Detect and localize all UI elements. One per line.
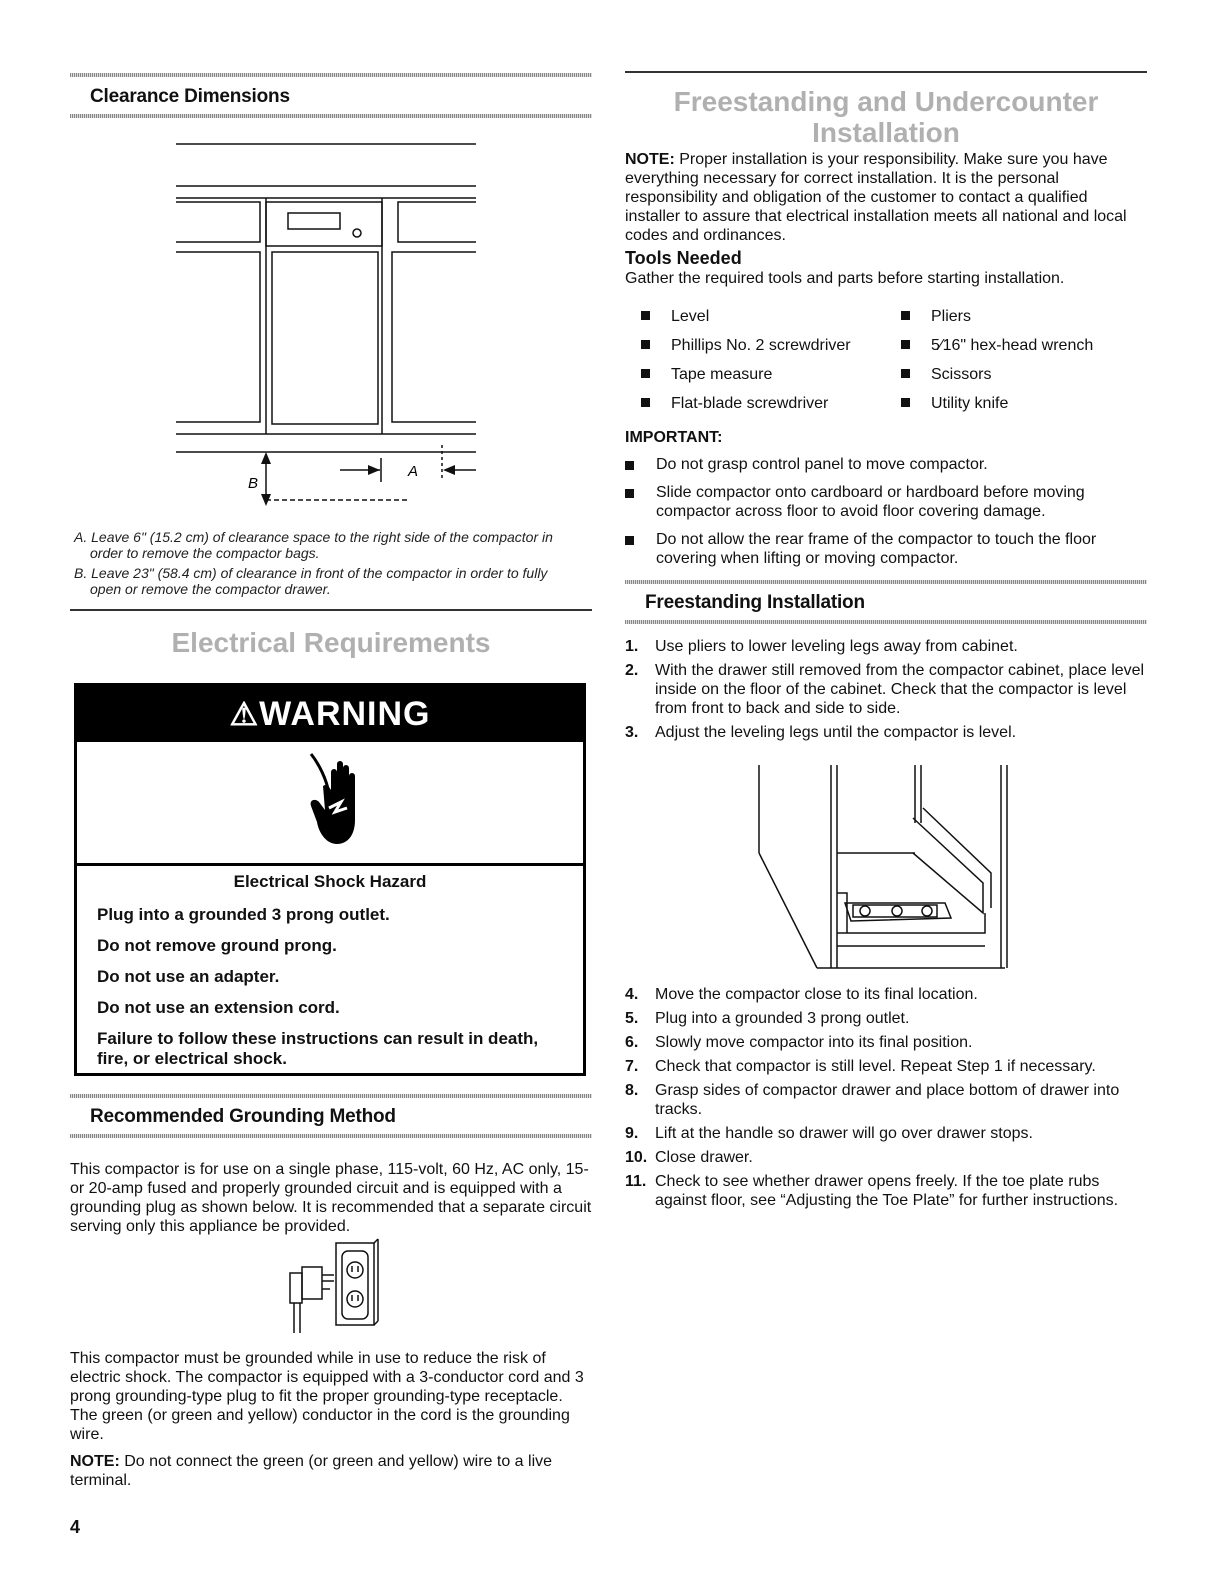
caption-b: B. Leave 23" (58.4 cm) of clearance in front of the compactor in order to fully open or remove the compactor drawer.	[74, 565, 548, 597]
caption-a: A. Leave 6" (15.2 cm) of clearance space to the right side of the compactor in order to remove the compactor bags.	[74, 529, 553, 561]
tool-item: Pliers	[901, 308, 1151, 326]
freestanding-title: Freestanding Installation	[645, 592, 865, 613]
tool-item: Phillips No. 2 screwdriver	[641, 337, 901, 355]
freestanding-heading	[625, 580, 1147, 624]
step-item: 10. Close drawer.	[625, 1149, 753, 1166]
warning-header	[77, 686, 583, 742]
tools-list	[641, 308, 1151, 413]
warning-line: Do not remove ground prong.	[97, 936, 337, 955]
step-item: 4. Move the compactor close to its final location.	[625, 986, 978, 1003]
clearance-captions	[74, 529, 574, 601]
step-item: 7. Check that compactor is still level. Repeat Step 1 if necessary.	[625, 1058, 1096, 1075]
note-text-right: Proper installation is your responsibility. Make sure you have everything necessary for correct installation. It is the personal responsibility and obligation of the customer to contact a qualified installer to assure that electrical installation meets all national and local codes and ordinances.	[625, 151, 1127, 244]
tool-item: Scissors	[901, 366, 1151, 384]
grounding-heading	[70, 1094, 592, 1138]
hazard-title: Electrical Shock Hazard	[233, 872, 427, 891]
step-item: 9. Lift at the handle so drawer will go over drawer stops.	[625, 1125, 1033, 1142]
step-item: 1. Use pliers to lower leveling legs away from cabinet.	[625, 638, 1018, 655]
install-note	[625, 150, 1147, 288]
section-rule	[70, 609, 592, 611]
warning-text	[77, 866, 583, 1069]
warning-triangle-icon: ⚠	[229, 696, 260, 732]
step-item: 6. Slowly move compactor into its final position.	[625, 1034, 973, 1051]
warning-line: Plug into a grounded 3 prong outlet.	[97, 905, 390, 924]
grounding-note	[70, 1452, 592, 1490]
warning-line: Do not use an adapter.	[97, 967, 280, 986]
grounding-para-2	[70, 1349, 592, 1490]
warning-line: Failure to follow these instructions can result in death, fire, or electrical shock.	[97, 1029, 539, 1068]
grounded-plug-illustration	[282, 1237, 392, 1342]
steps-list-a	[625, 637, 1147, 747]
step-item: 11. Check to see whether drawer opens freely. If the toe plate rubs against floor, see “Adjusting the Toe Plate” for further instructions.	[625, 1173, 1119, 1209]
install-title-line2: Installation	[812, 117, 960, 148]
grounding-text-2: This compactor must be grounded while in use to reduce the risk of electric shock. The compactor is equipped with a 3-conductor cord and 3 prong grounding-type plug to fit the proper grounding-type receptacle. The green (or green and yellow) conductor in the cord is the grounding wire.	[70, 1350, 584, 1443]
important-item: Do not grasp control panel to move compactor.	[625, 455, 1147, 474]
important-list	[625, 428, 1147, 577]
tool-item: Flat-blade screwdriver	[641, 395, 901, 413]
note-label: NOTE:	[70, 1453, 120, 1470]
tools-title: Tools Needed	[625, 248, 742, 268]
label-a: A	[408, 463, 419, 480]
tools-intro: Gather the required tools and parts before starting installation.	[625, 270, 1065, 287]
leveling-illustration	[755, 763, 1015, 973]
clearance-heading	[70, 73, 592, 118]
step-item: 3. Adjust the leveling legs until the compactor is level.	[625, 724, 1017, 741]
important-item: Do not allow the rear frame of the compactor to touch the floor covering when lifting or moving compactor.	[625, 530, 1147, 568]
note-label-right: NOTE:	[625, 151, 675, 168]
warning-label: WARNING	[259, 695, 431, 733]
install-title-line1: Freestanding and Undercounter	[673, 86, 1099, 117]
tool-item: Tape measure	[641, 366, 901, 384]
electrical-title: Electrical Requirements	[171, 627, 491, 658]
step-item: 2. With the drawer still removed from the compactor cabinet, place level inside on the floor of the cabinet. Check that the compactor is level from front to back and side to side.	[625, 662, 1145, 717]
tool-item: Level	[641, 308, 901, 326]
tool-item: Utility knife	[901, 395, 1151, 413]
label-b: B	[248, 475, 259, 492]
page-number: 4	[70, 1517, 81, 1537]
step-item: 8. Grasp sides of compactor drawer and place bottom of drawer into tracks.	[625, 1082, 1120, 1118]
steps-list-b	[625, 985, 1147, 1215]
clearance-diagram	[170, 140, 490, 520]
important-title: IMPORTANT:	[625, 429, 723, 446]
step-item: 5. Plug into a grounded 3 prong outlet.	[625, 1010, 910, 1027]
important-item: Slide compactor onto cardboard or hardboard before moving compactor across floor to avoid floor covering damage.	[625, 483, 1147, 521]
grounding-text: This compactor is for use on a single phase, 115-volt, 60 Hz, AC only, 15- or 20-amp fused and properly grounded circuit and is equipped with a grounding plug as shown below. It is recommended that a separate circuit serving only this appliance be provided.	[70, 1161, 592, 1235]
warning-box	[74, 683, 586, 1076]
warning-line: Do not use an extension cord.	[97, 998, 340, 1017]
section-rule-right	[625, 71, 1147, 73]
clearance-title: Clearance Dimensions	[90, 86, 290, 107]
install-title	[625, 86, 1147, 148]
grounding-para-1	[70, 1160, 592, 1236]
electrical-shock-icon	[77, 742, 583, 866]
tool-item: 5⁄16" hex-head wrench	[901, 337, 1151, 355]
note-text: Do not connect the green (or green and yellow) wire to a live terminal.	[70, 1453, 553, 1489]
grounding-title: Recommended Grounding Method	[90, 1106, 396, 1127]
